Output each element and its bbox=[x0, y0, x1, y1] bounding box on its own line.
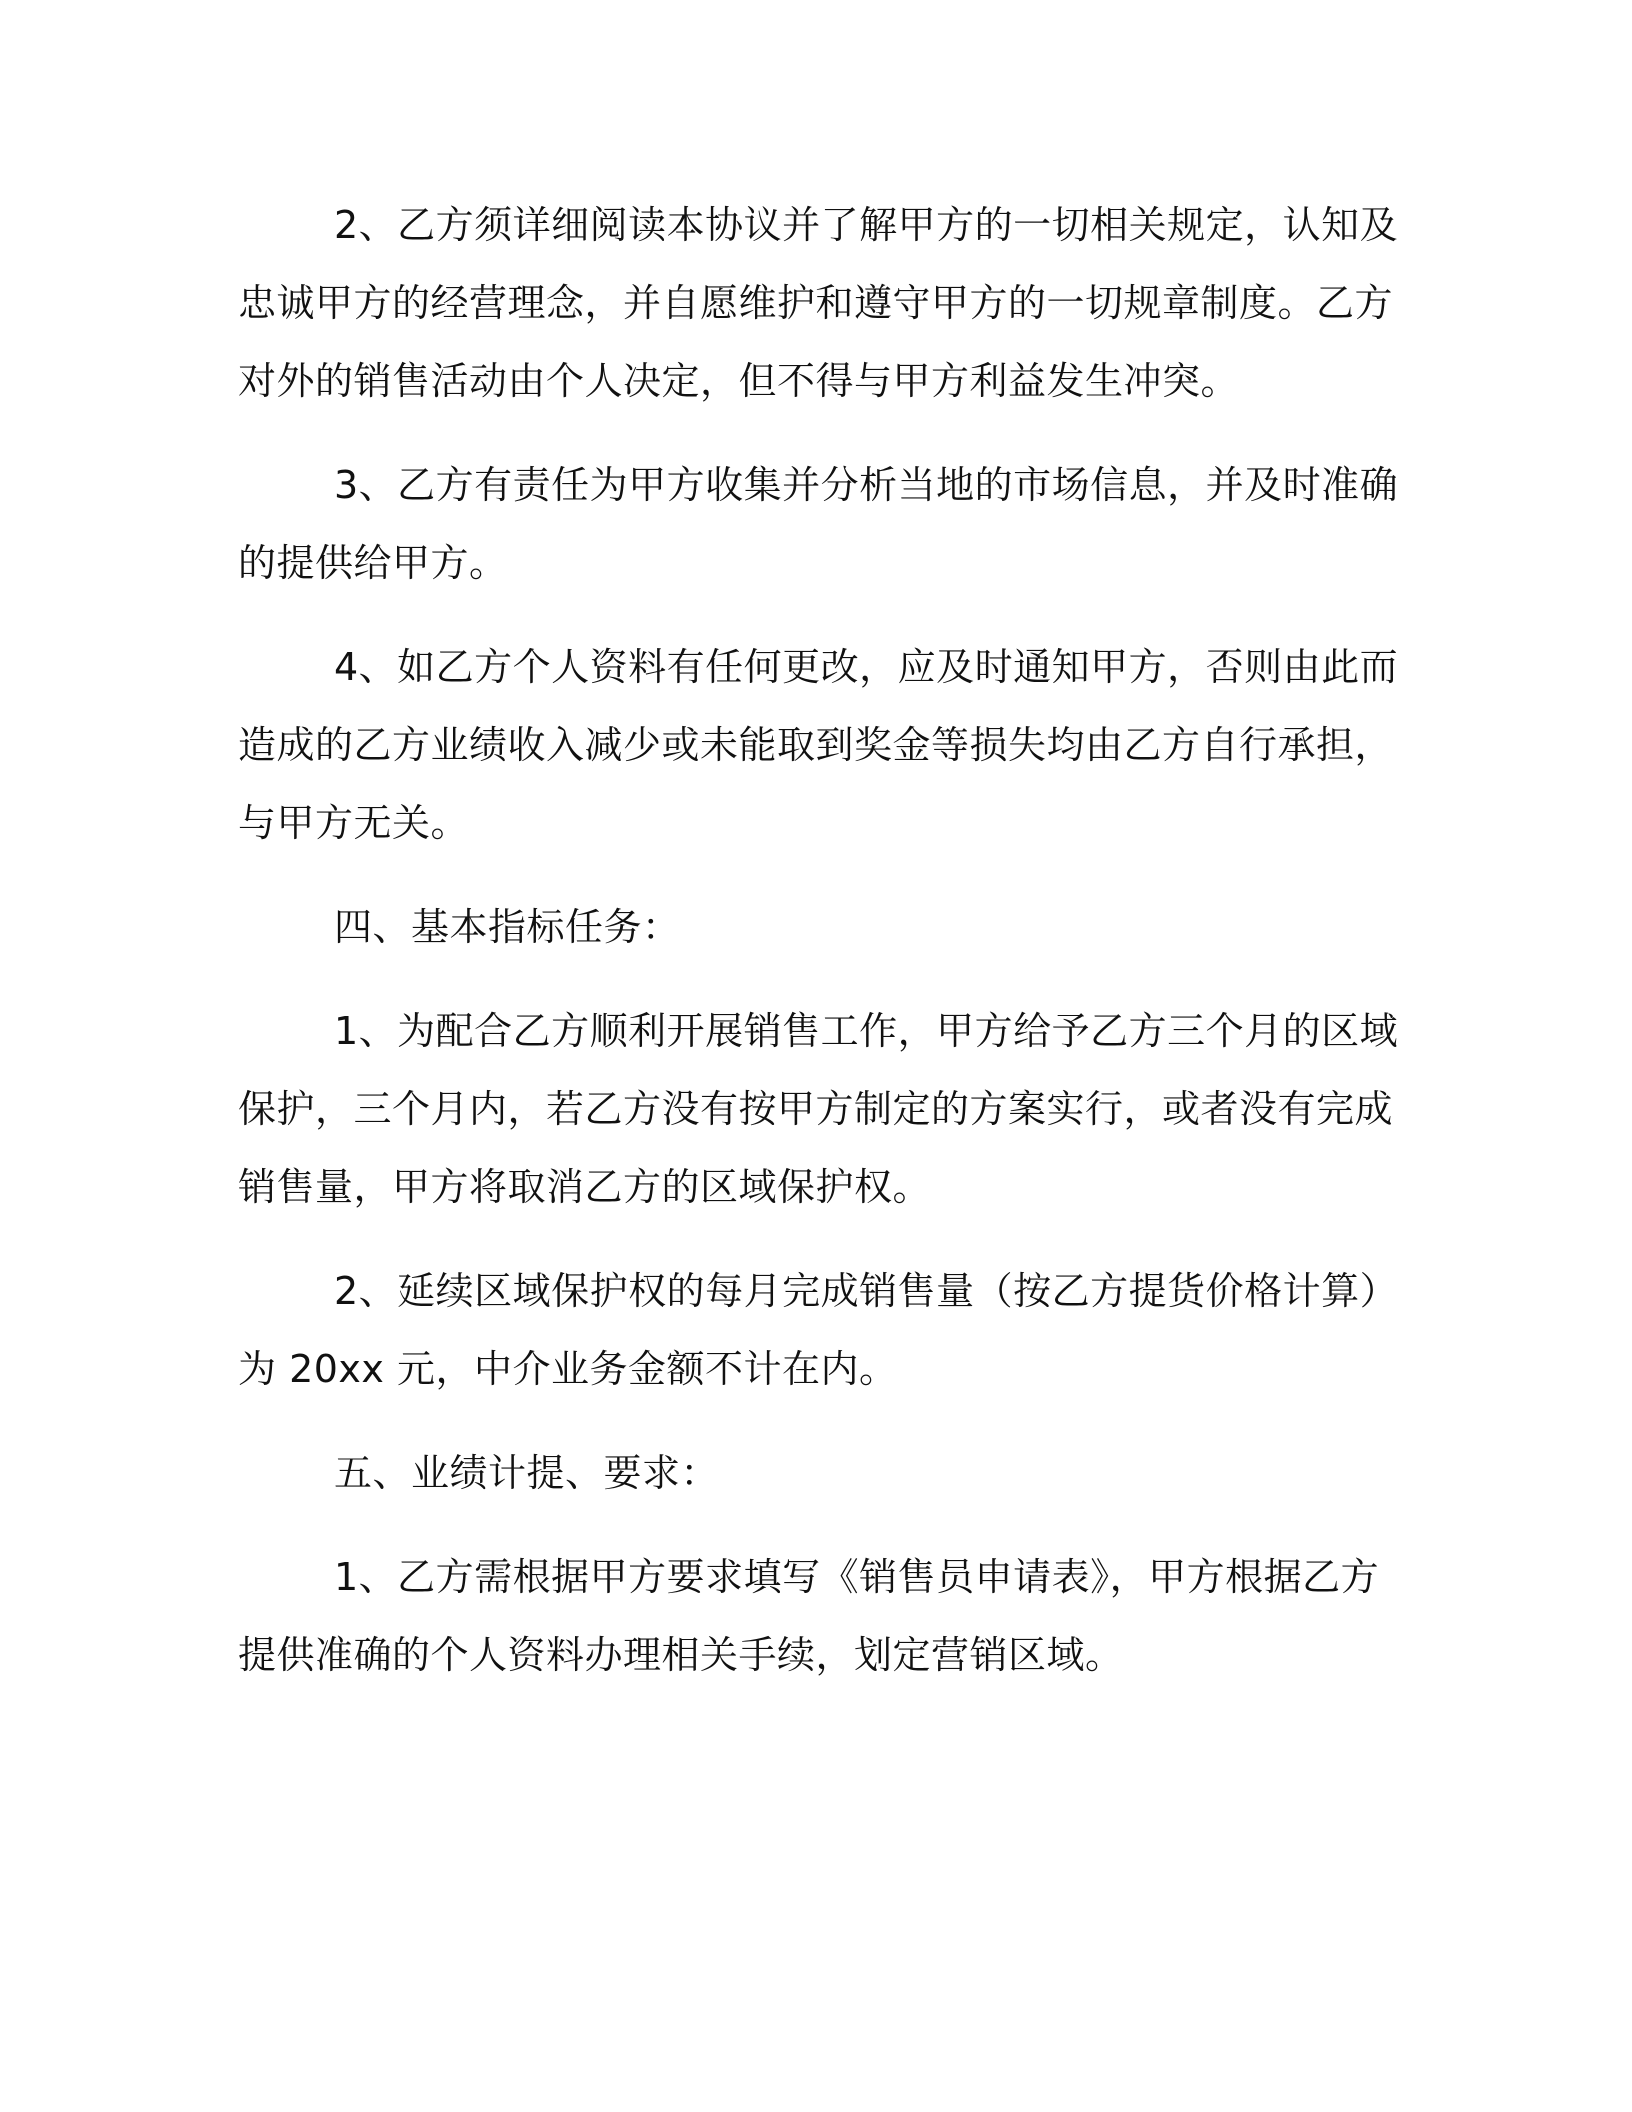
text-line: 2、乙方须详细阅读本协议并了解甲方的一切相关规定，认知及 bbox=[334, 203, 1399, 247]
text-line: 与甲方无关。 bbox=[238, 801, 470, 845]
text-line: 对外的销售活动由个人决定，但不得与甲方利益发生冲突。 bbox=[238, 359, 1240, 403]
section-heading-5 bbox=[238, 1434, 1358, 1512]
document-body bbox=[238, 186, 1399, 1720]
text-line: 3、乙方有责任为甲方收集并分析当地的市场信息，并及时准确 bbox=[334, 463, 1399, 507]
text-line: 1、为配合乙方顺利开展销售工作，甲方给予乙方三个月的区域 bbox=[334, 1009, 1399, 1053]
clause-2 bbox=[238, 186, 1399, 420]
text-line: 造成的乙方业绩收入减少或未能取到奖金等损失均由乙方自行承担， bbox=[238, 723, 1394, 767]
text-line: 的提供给甲方。 bbox=[238, 541, 508, 585]
section-heading-4 bbox=[238, 888, 1358, 966]
task-clause-1 bbox=[238, 992, 1399, 1226]
section-heading: 五、业绩计提、要求： bbox=[334, 1451, 720, 1495]
text-line: 2、延续区域保护权的每月完成销售量（按乙方提货价格计算） bbox=[334, 1269, 1399, 1313]
text-line: 销售量，甲方将取消乙方的区域保护权。 bbox=[238, 1165, 932, 1209]
clause-4 bbox=[238, 628, 1399, 862]
text-line: 提供准确的个人资料办理相关手续，划定营销区域。 bbox=[238, 1633, 1124, 1677]
section-heading: 四、基本指标任务： bbox=[334, 905, 681, 949]
text-line: 1、乙方需根据甲方要求填写《销售员申请表》，甲方根据乙方 bbox=[334, 1555, 1380, 1599]
text-line: 忠诚甲方的经营理念，并自愿维护和遵守甲方的一切规章制度。乙方 bbox=[238, 281, 1394, 325]
text-line: 4、如乙方个人资料有任何更改，应及时通知甲方，否则由此而 bbox=[334, 645, 1399, 689]
clause-3 bbox=[238, 446, 1399, 602]
performance-clause-1 bbox=[238, 1538, 1380, 1694]
text-line: 为 20xx 元，中介业务金额不计在内。 bbox=[238, 1347, 898, 1391]
text-line: 保护，三个月内，若乙方没有按甲方制定的方案实行，或者没有完成 bbox=[238, 1087, 1394, 1131]
task-clause-2 bbox=[238, 1252, 1399, 1408]
